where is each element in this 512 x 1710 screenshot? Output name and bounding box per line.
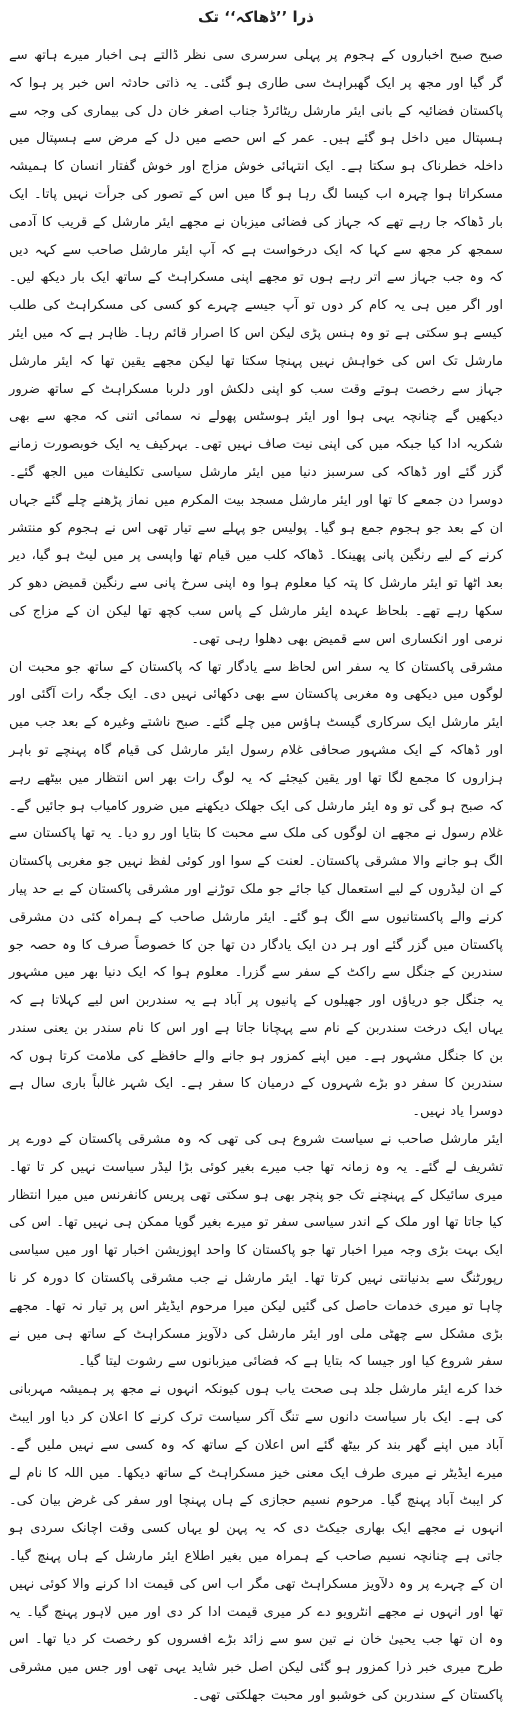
column-body [9,42,503,1710]
paragraph-1: صبح صبح اخباروں کے ہجوم پر پہلی سرسری سی نظر ڈالتے ہی اخبار میرے ہاتھ سے گر گیا اور مجھ پر ایک گھبراہٹ سی طاری ہو گئی۔ یہ ذاتی حادثہ اس خبر پر ہوا کہ پاکستان فضائیہ کے بانی ایئر مارشل ریٹائرڈ جناب اصغر خان دل کی بیماری کی وجہ سے ہسپتال میں داخل ہو گئے ہیں۔ عمر کے اس حصے میں دل کے مرض سے ہسپتال میں داخلہ خطرناک ہو سکتا ہے۔ ایک انتہائی خوش مزاج اور خوش گفتار انسان کا ہمیشہ مسکراتا ہوا چہرہ اب کیسا لگ رہا ہو گا میں اس کے تصور کی جرأت نہیں پاتا۔ ایک بار ڈھاکہ جا رہے تھے کہ جہاز کی فضائی میزبان نے مجھے ایئر مارشل کے قریب کا آدمی سمجھ کر مجھ سے کہا کہ ایک درخواست ہے کہ آپ ایئر مارشل صاحب سے کہہ دیں کہ وہ جب جہاز سے اتر رہے ہوں تو مجھے اپنی مسکراہٹ کے ساتھ ایک بار دیکھ لیں۔ اور اگر میں ہی یہ کام کر دوں تو آپ جیسے چہرے کو کسی کی مسکراہٹ کی طلب کیسے ہو سکتی ہے تو وہ ہنس پڑی لیکن اس کا اصرار قائم رہا۔ ظاہر ہے کہ میں ایئر مارشل تک اس کی خواہش نہیں پہنچا سکتا تھا لیکن مجھے یقین تھا کہ ایئر مارشل جہاز سے رخصت ہوتے وقت سب کو اپنی دلکش اور دلربا مسکراہٹ کے ساتھ ضرور دیکھیں گے چنانچہ یہی ہوا اور ایئر ہوسٹس پھولے نہ سمائی اتنی کہ مجھ سے بھی شکریہ ادا کیا جبکہ میں کی اپنی نیت صاف نہیں تھی۔ بہرکیف یہ ایک خوبصورت زمانے گزر گئے اور ڈھاکہ کی سرسبز دنیا میں ایئر مارشل سیاسی تکلیفات میں الجھ گئے۔ دوسرا دن جمعے کا تھا اور ایئر مارشل مسجد بیت المکرم میں نماز پڑھنے چلے گئے جہاں ان کے بعد جو ہجوم جمع ہو گیا۔ پولیس جو پہلے سے تیار تھی اس نے ہجوم کو منتشر کرنے کے لیے رنگین پانی پھینکا۔ ڈھاکہ کلب میں قیام تھا واپسی پر میں لیٹ ہو گیا، دیر بعد اٹھا تو ایئر مارشل کا پتہ کیا معلوم ہوا وہ اپنی سرخ پانی سے رنگین قمیض دھو کر سکھا رہے تھے۔ بلحاظ عہدہ ایئر مارشل کے پاس سب کچھ تھا لیکن ان کے مزاج کی نرمی اور انکساری اس سے قمیض بھی دھلوا رہی تھی۔ [9,48,503,647]
paragraph-3: ایئر مارشل صاحب نے سیاست شروع ہی کی تھی کہ وہ مشرقی پاکستان کے دورے پر تشریف لے گئے۔ یہ وہ زمانہ تھا جب میرے بغیر کوئی بڑا لیڈر سیاست نہیں کر تا تھا۔ میری سائیکل کے پہنچنے تک جو پنچر بھی ہو سکتی تھی پریس کانفرنس میں میرا انتظار کیا جاتا تھا اور ملک کے اندر سیاسی سفر تو میرے بغیر گویا ممکن ہی نہیں تھا۔ اس کی ایک بہت بڑی وجہ میرا اخبار تھا جو پاکستان کا واحد اپوزیشن اخبار تھا اور میں سیاسی رپورٹنگ سے بدنیانتی نہیں کرتا تھا۔ ایئر مارشل نے جب مشرقی پاکستان کا دورہ کر نا چاہا تو میری خدمات حاصل کی گئیں لیکن میرا مرحوم ایڈیٹر اس پر تیار نہ تھا۔ مجھے بڑی مشکل سے چھٹی ملی اور ایئر مارشل کی دلآویز مسکراہٹ کے ساتھ ہی میں نے سفر شروع کیا اور جیسا کہ بتایا ہے کہ فضائی میزبانوں سے رشوت لیتا گیا۔ [9,1132,503,1370]
column-headline: ذرا ’’ڈھاکہ‘‘ تک [198,8,314,26]
paragraph-2: مشرقی پاکستان کا یہ سفر اس لحاظ سے یادگار تھا کہ پاکستان کے ساتھ جو محبت ان لوگوں میں دیکھی وہ مغربی پاکستان سے بھی دکھائی نہیں دی۔ ایک جگہ رات آگئی اور ایئر مارشل ایک سرکاری گیسٹ ہاؤس میں چلے گئے۔ صبح ناشتے وغیرہ کے بعد جب میں اور ڈھاکہ کے ایک مشہور صحافی غلام رسول ایئر مارشل کی قیام گاہ پہنچے تو باہر ہزاروں کا مجمع لگا تھا اور یقین کیجئے کہ یہ لوگ رات بھر اس انتظار میں بیٹھے رہے کہ صبح ہو گی تو وہ ایئر مارشل کی ایک جھلک دیکھنے میں ضرور کامیاب ہو جائیں گے۔ غلام رسول نے مجھے ان لوگوں کی ملک سے محبت کا بتایا اور رو دیا۔ یہ تھا پاکستان سے الگ ہو جانے والا مشرقی پاکستان۔ لعنت کے سوا اور کوئی لفظ نہیں جو مغربی پاکستان کے ان لیڈروں کے لیے استعمال کیا جائے جو ملک توڑنے اور مشرقی پاکستان کے بے حد پیار کرنے والے پاکستانیوں سے الگ ہو گئے۔ ایئر مارشل صاحب کے ہمراہ کئی دن مشرقی پاکستان میں گزر گئے اور ہر دن ایک یادگار دن تھا جن کا خصوصاً صرف کا وہ حصہ جو سندربن کے جنگل سے راکٹ کے سفر سے گزرا۔ معلوم ہوا کہ ایک دنیا بھر میں مشہور یہ جنگل جو دریاؤں اور جھیلوں کے پانیوں پر آباد ہے یہ سندربن اس لیے کہلاتا ہے کہ یہاں ایک درخت سندربن کے نام سے پہچانا جاتا ہے اور اس کا نام سندر بن یعنی سندر بن کا جنگل مشہور ہے۔ میں اپنے کمزور ہو جانے والے حافظے کی ملامت کرتا ہوں کہ سندربن کا سفر دو بڑے شہروں کے درمیان کا سفر ہے۔ ایک شہر غالباً باری سال ہے دوسرا یاد نہیں۔ [9,659,503,1120]
paragraph-4: خدا کرے ایئر مارشل جلد ہی صحت یاب ہوں کیونکہ انہوں نے مجھ پر ہمیشہ مہربانی کی ہے۔ ایک بار سیاست دانوں سے تنگ آکر سیاست ترک کرنے کا اعلان کر دیا اور ایبٹ آباد میں اپنے گھر بند کر بیٹھ گئے اس اعلان کے ساتھ کہ وہ کسی سے نہیں ملیں گے۔ میرے ایڈیٹر نے میری طرف ایک معنی خیز مسکراہٹ کے ساتھ دیکھا۔ میں اللہ کا نام لے کر ایبٹ آباد پہنچ گیا۔ مرحوم نسیم حجازی کے ہاں پہنچا اور سفر کی غرض بیان کی۔ انہوں نے مجھے ایک بھاری جیکٹ دی کہ یہ پہن لو یہاں کسی وقت اچانک سردی ہو جاتی ہے چنانچہ نسیم صاحب کے ہمراہ میں بغیر اطلاع ایئر مارشل کے ہاں پہنچ گیا۔ ان کے چہرے پر وہ دلآویز مسکراہٹ تھی مگر اب اس کی قیمت ادا کرنے والا کوئی نہیں تھا اور انہوں نے مجھے انٹرویو دے کر میری قیمت ادا کر دی اور میں لاہور پہنچ گیا۔ یہ وہ ان تھا جب یحییٰ خان نے تین سو سے زائد بڑے افسروں کو رخصت کر دیا تھا۔ اس طرح میری خبر ذرا کمزور ہو گئی لیکن اصل خبر شاید یہی تھی اور جس میں مشرقی پاکستان کے سندربن کی خوشبو اور محبت جھلکتی تھی۔ [9,1382,503,1704]
